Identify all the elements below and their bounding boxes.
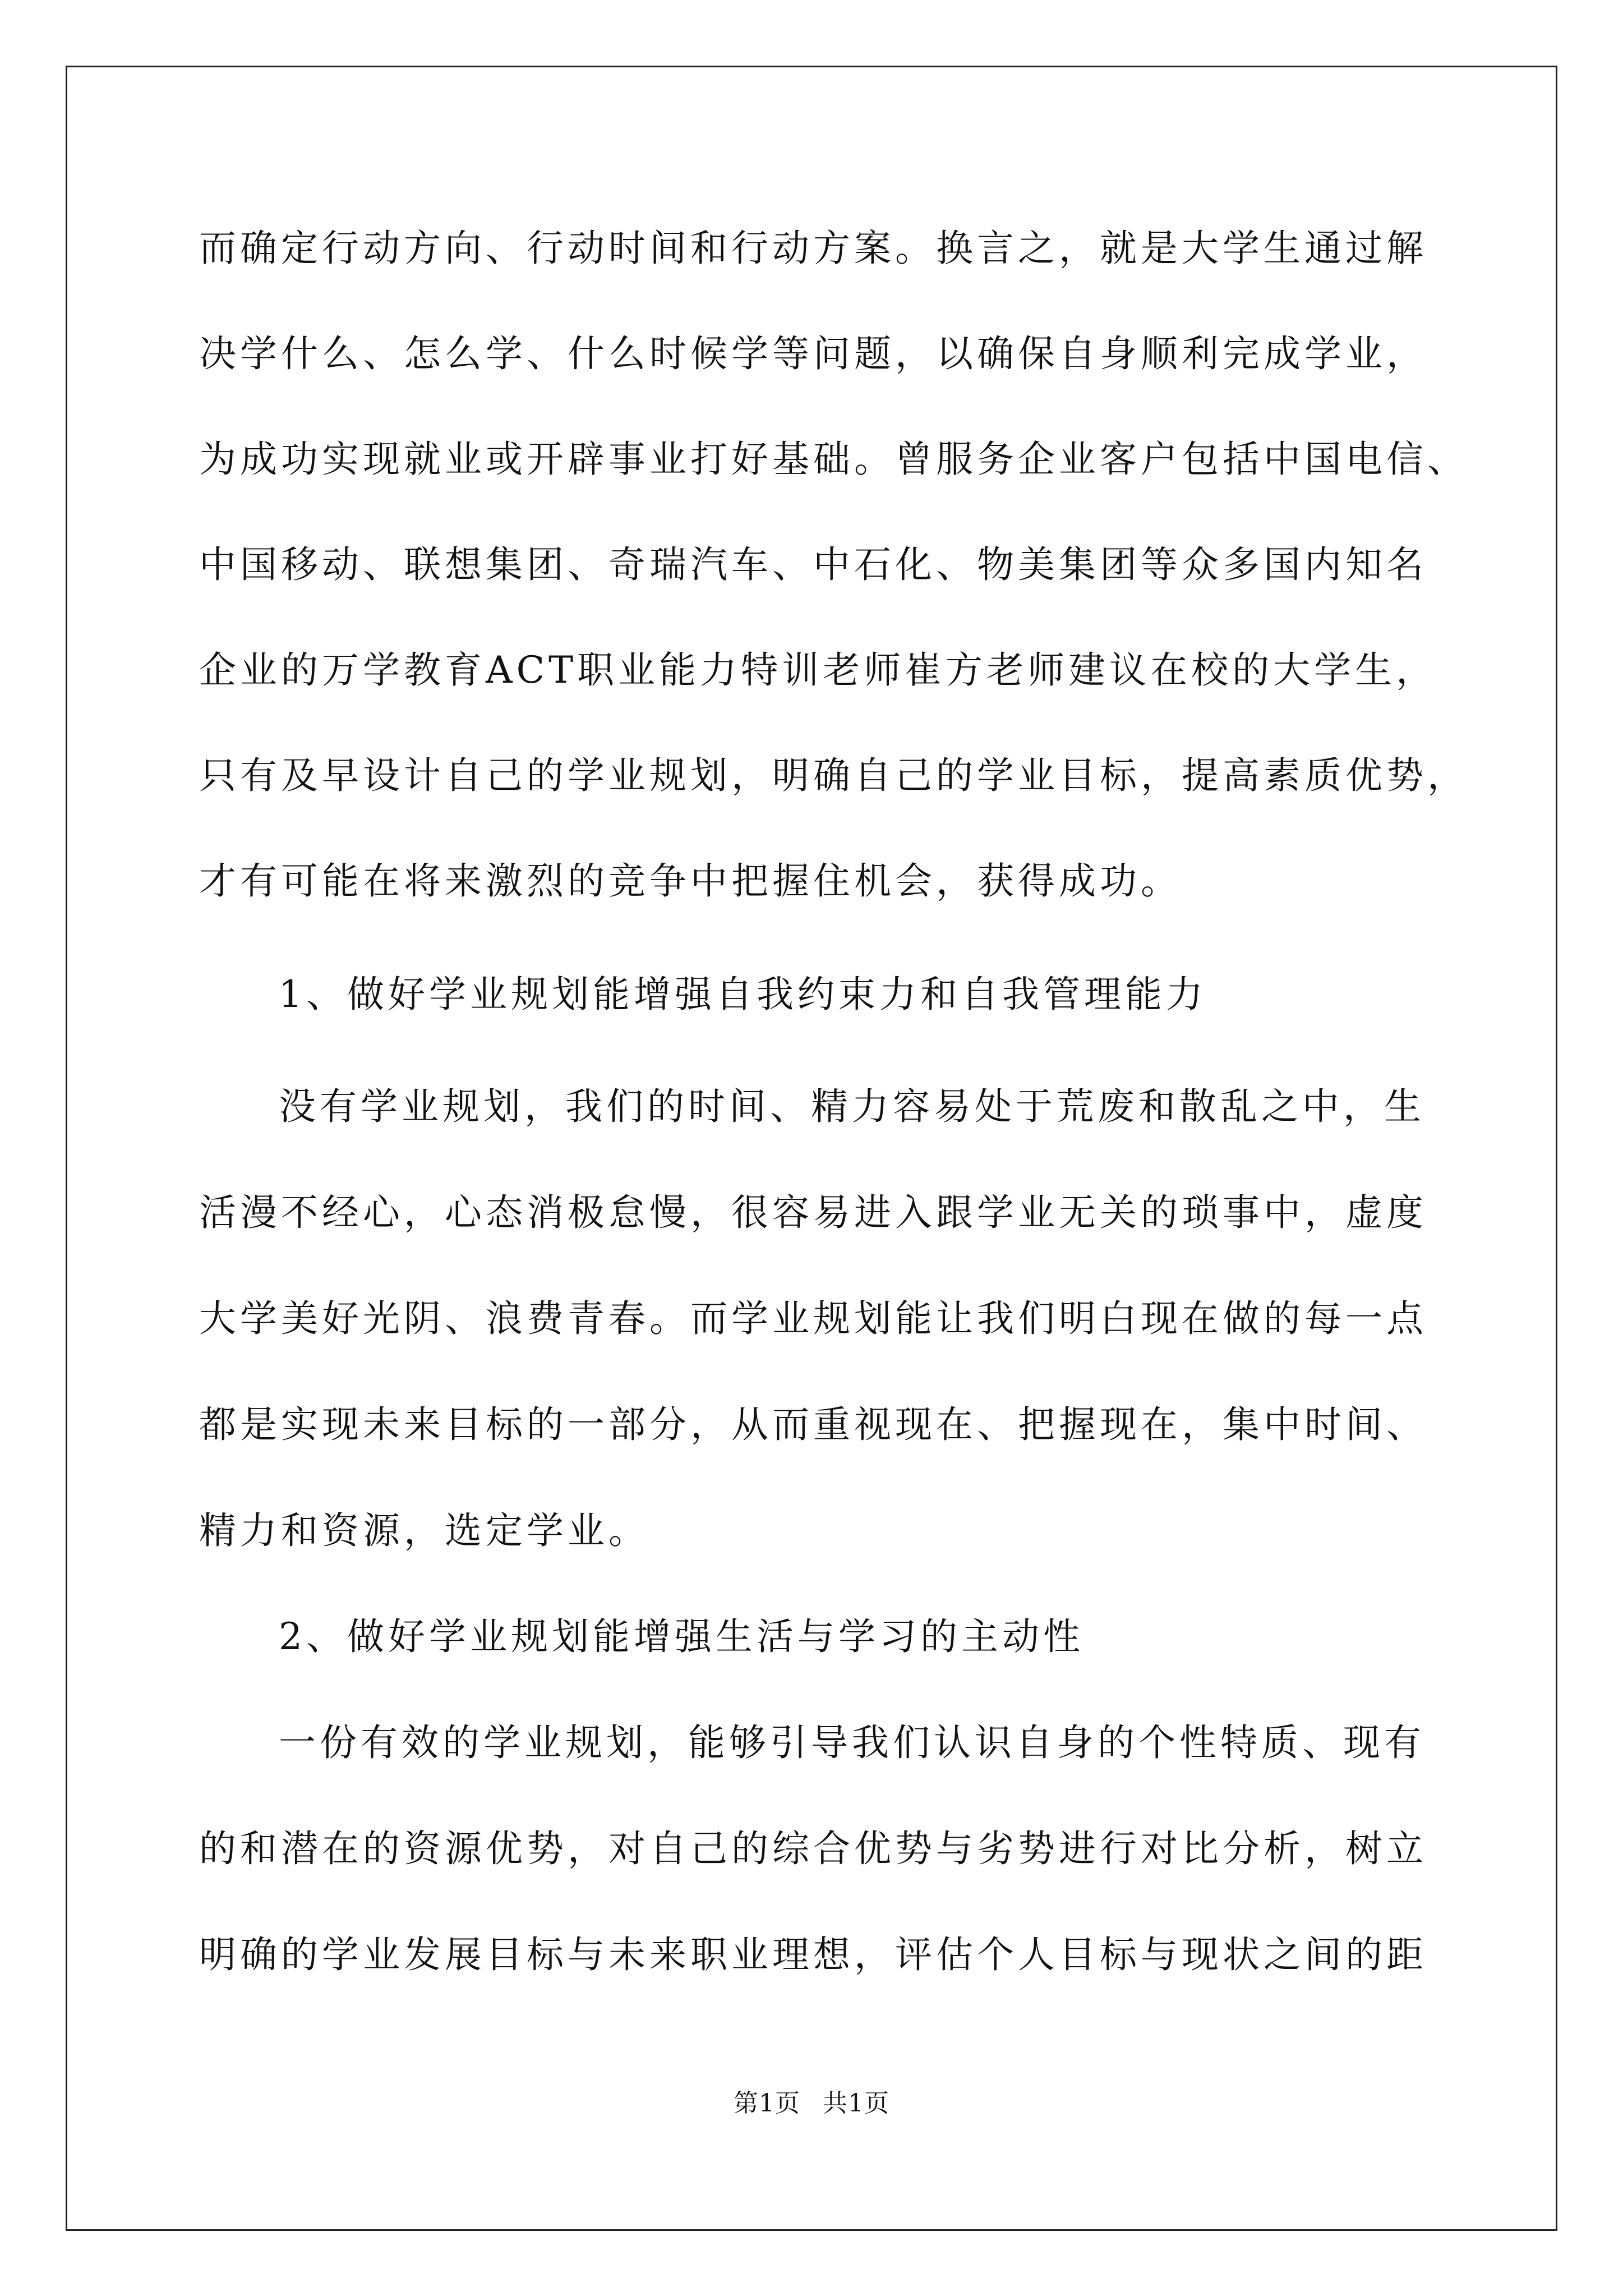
text-line: 活漫不经心，心态消极怠慢，很容易进入跟学业无关的琐事中，虚度 (199, 1191, 1427, 1234)
paragraph-first-line: 没有学业规划，我们的时间、精力容易处于荒废和散乱之中，生 (279, 1085, 1425, 1128)
page-footer (0, 2088, 1623, 2119)
text-line: 明确的学业发展目标与未来职业理想，评估个人目标与现状之间的距 (199, 1933, 1427, 1976)
text-line: 都是实现未来目标的一部分，从而重视现在、把握现在，集中时间、 (199, 1403, 1427, 1446)
page-number: 第1页 (734, 2089, 800, 2118)
text-line: 中国移动、联想集团、奇瑞汽车、中石化、物美集团等众多国内知名 (199, 543, 1427, 586)
paragraph-first-line: 一份有效的学业规划，能够引导我们认识自身的个性特质、现有 (279, 1721, 1425, 1764)
text-line: 为成功实现就业或开辟事业打好基础。曾服务企业客户包括中国电信、 (199, 438, 1468, 481)
text-line: 决学什么、怎么学、什么时候学等问题，以确保自身顺利完成学业， (199, 332, 1427, 375)
text-line: 才有可能在将来激烈的竞争中把握住机会，获得成功。 (199, 859, 1182, 903)
page-frame (66, 66, 1557, 2231)
text-line: 的和潜在的资源优势，对自己的综合优势与劣势进行对比分析，树立 (199, 1827, 1427, 1870)
text-line: 而确定行动方向、行动时间和行动方案。换言之，就是大学生通过解 (199, 227, 1427, 270)
section-heading: 2、做好学业规划能增强生活与学习的主动性 (279, 1615, 1084, 1658)
page-total: 共1页 (823, 2089, 889, 2118)
text-line: 企业的万学教育ACT职业能力特训老师崔方老师建议在校的大学生， (199, 648, 1437, 692)
text-line: 只有及早设计自己的学业规划，明确自己的学业目标，提高素质优势， (199, 754, 1468, 797)
section-heading: 1、做好学业规划能增强自我约束力和自我管理能力 (279, 973, 1207, 1016)
text-line: 大学美好光阴、浪费青春。而学业规划能让我们明白现在做的每一点 (199, 1297, 1427, 1340)
text-line: 精力和资源，选定学业。 (199, 1509, 649, 1552)
